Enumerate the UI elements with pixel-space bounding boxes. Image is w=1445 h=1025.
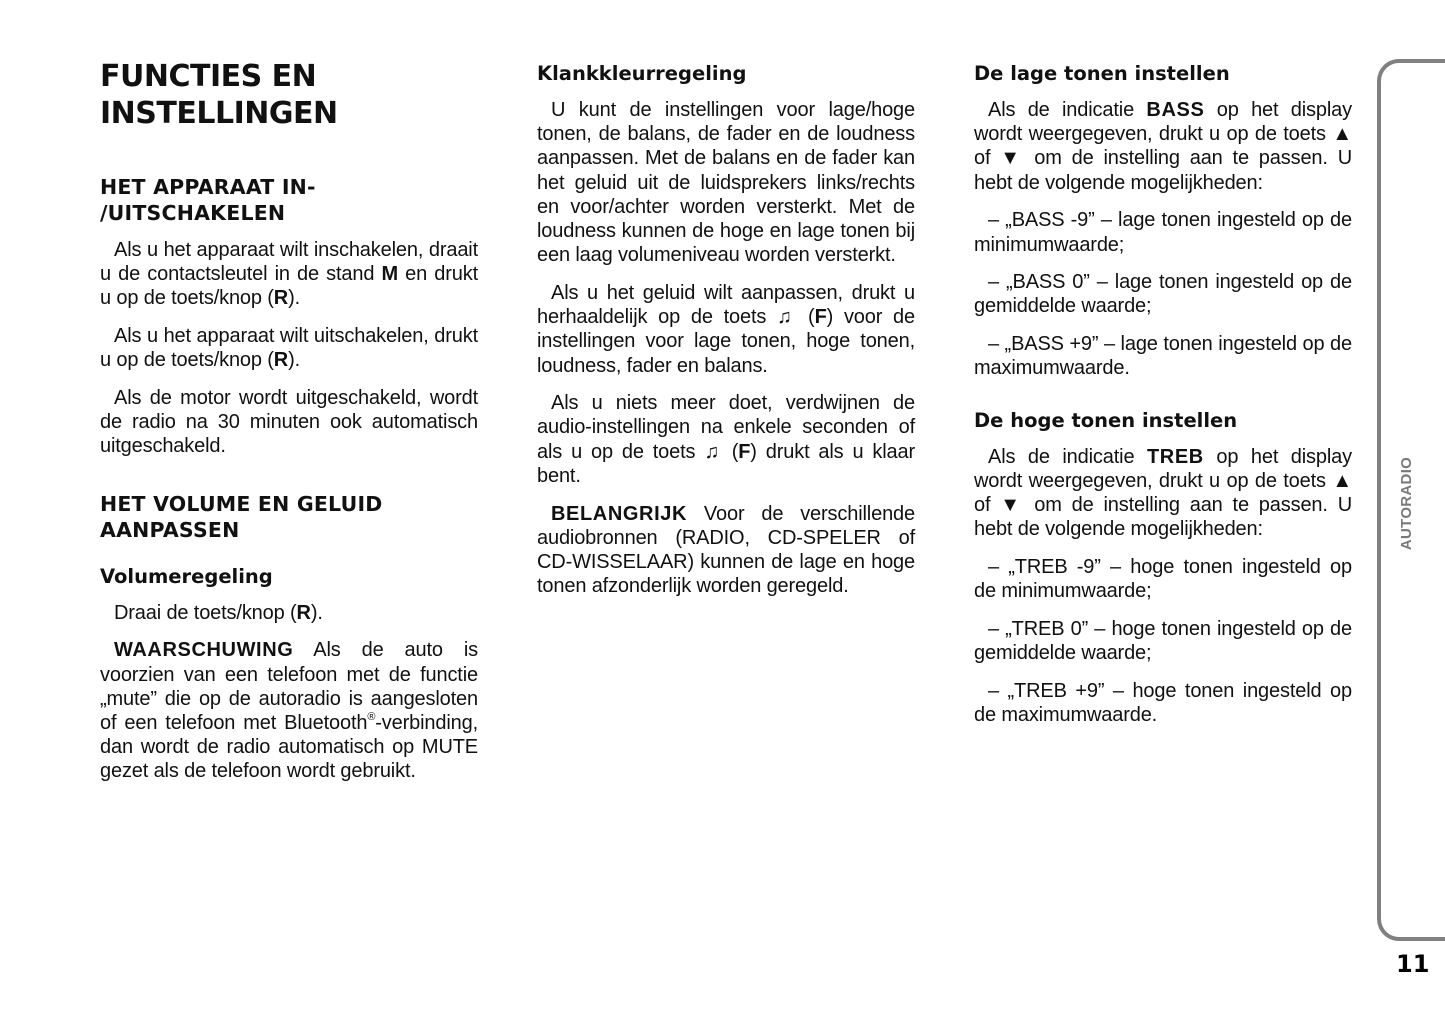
key-m: M (381, 263, 398, 286)
paragraph-bass-intro (974, 98, 1352, 195)
text: ( (722, 440, 739, 463)
text: Als u het apparaat wilt uitschakelen, drukt u op de toets/knop ( (100, 325, 478, 372)
paragraph-treble-intro (974, 445, 1352, 542)
paragraph-volume (100, 601, 478, 625)
paragraph-tone-timeout (537, 391, 915, 488)
text: en drukt u op de toets/knop ( (100, 263, 478, 310)
important-label: BELANGRIJK (551, 502, 688, 525)
subheading-treble: De hoge tonen instellen (974, 408, 1238, 432)
subheading-tone-control: Klankkleurregeling (537, 62, 747, 85)
text: -verbinding, dan wordt de radio automatisch op MUTE gezet als de telefoon wordt gebruikt. (100, 711, 478, 783)
text: Als de auto is voorzien van een telefoon met de functie „mute” die op de autoradio is aangesloten of een telefoon met Bluetooth (100, 639, 478, 734)
text: Als de indicatie (988, 445, 1147, 468)
chapter-tab-label (1392, 458, 1422, 548)
paragraph-power-on (100, 238, 478, 311)
key-f: F (738, 440, 751, 463)
list-item-bass-option: – „BASS 0” – lage tonen ingesteld op de gemiddelde waarde; (974, 271, 1352, 318)
section-heading-power (100, 174, 478, 226)
text: Als u het apparaat wilt inschakelen, draait u de contactsleutel in de stand (100, 239, 478, 286)
page-number: 11 (1396, 950, 1430, 978)
text: of (974, 493, 1001, 516)
subheading-volume-control: Volumeregeling (100, 564, 273, 588)
list-item-treble-option: – „TREB -9” – hoge tonen ingesteld op de minimumwaarde; (974, 555, 1352, 603)
text: Draai de toets/knop ( (114, 601, 297, 624)
text: of (974, 147, 1001, 170)
text: ). (288, 287, 301, 310)
column-1 (100, 58, 478, 784)
heading-line: HET APPARAAT IN- (100, 175, 316, 199)
registered-mark: ® (367, 710, 376, 723)
page-title-line-2: INSTELLINGEN (100, 96, 338, 131)
text: ). (310, 601, 323, 624)
text: op het display wordt weergegeven, drukt u op de toets (974, 445, 1352, 492)
paragraph-warning (100, 638, 478, 783)
music-note-icon: ♫ (777, 306, 798, 329)
heading-line: HET VOLUME EN GELUID (100, 491, 383, 516)
list-item-treble-option: – „TREB 0” – hoge tonen ingesteld op de gemiddelde waarde; (974, 617, 1352, 664)
arrow-up-icon: ▲ (1332, 123, 1352, 146)
music-note-icon: ♫ (704, 440, 723, 463)
text: ) drukt als u klaar bent. (537, 440, 916, 487)
warning-label: WAARSCHUWING (114, 639, 294, 662)
arrow-down-icon: ▼ (1000, 493, 1025, 516)
key-r: R (273, 349, 289, 372)
section-heading-volume (100, 491, 478, 543)
text: ). (288, 349, 301, 372)
key-r: R (273, 287, 289, 310)
key-f: F (814, 306, 827, 329)
text: Als de indicatie (988, 99, 1147, 121)
key-r: R (296, 601, 311, 624)
heading-line: AANPASSEN (100, 517, 240, 542)
list-item-bass-option: – „BASS +9” – lage tonen ingesteld op de maximumwaarde. (974, 333, 1352, 380)
text: Als u niets meer doet, verdwijnen de audio-instellingen na enkele seconden of als u op de toets (537, 392, 915, 463)
column-3 (974, 58, 1352, 727)
list-item-treble-option: – „TREB +9” – hoge tonen ingesteld op de maximumwaarde. (974, 679, 1352, 726)
list-item-bass-option: – „BASS -9” – lage tonen ingesteld op de minimumwaarde; (974, 209, 1352, 256)
text: om de instelling aan te passen. U hebt de volgende mogelijkheden: (974, 147, 1352, 194)
chapter-tab-text: AUTORADIO (1398, 456, 1416, 550)
text: om de instelling aan te passen. U hebt de volgende mogelijkheden: (974, 493, 1352, 541)
arrow-down-icon: ▼ (1000, 147, 1025, 170)
text: ) voor de instellingen voor lage tonen, hoge tonen, loudness, fader en balans. (537, 306, 916, 377)
paragraph-power-off (100, 324, 478, 372)
text: ( (797, 306, 815, 329)
subheading-bass: De lage tonen instellen (974, 62, 1230, 85)
heading-line: /UITSCHAKELEN (100, 201, 286, 225)
display-indicator-treb: TREB (1146, 445, 1204, 468)
paragraph-auto-off: Als de motor wordt uitgeschakeld, wordt de radio na 30 minuten ook automatisch uitgeschakeld. (100, 387, 478, 458)
page-title-line-1: FUNCTIES EN (100, 59, 317, 94)
text: Voor de verschillende audiobronnen (RADIO, CD-SPELER of CD-WISSELAAR) kunnen de lage en hoge tonen afzonderlijk worden geregeld. (537, 502, 915, 598)
page-title (100, 58, 478, 132)
arrow-up-icon: ▲ (1332, 469, 1352, 492)
paragraph-tone-intro: U kunt de instellingen voor lage/hoge tonen, de balans, de fader en de loudness aanpassen. Met de balans en de fader kan het geluid uit de luidsprekers links/rechts en voor/achter worden versterkt. Met de loudness kunnen de hoge en lage tonen bij een laag volumeniveau worden versterkt. (537, 99, 915, 267)
text: Als u het geluid wilt aanpassen, drukt u herhaaldelijk op de toets (537, 281, 915, 329)
text: op het display wordt weergegeven, drukt u op de toets (974, 99, 1352, 146)
column-2 (537, 58, 915, 598)
paragraph-important (537, 502, 915, 599)
display-indicator-bass: BASS (1146, 99, 1205, 121)
paragraph-tone-adjust (537, 281, 915, 378)
